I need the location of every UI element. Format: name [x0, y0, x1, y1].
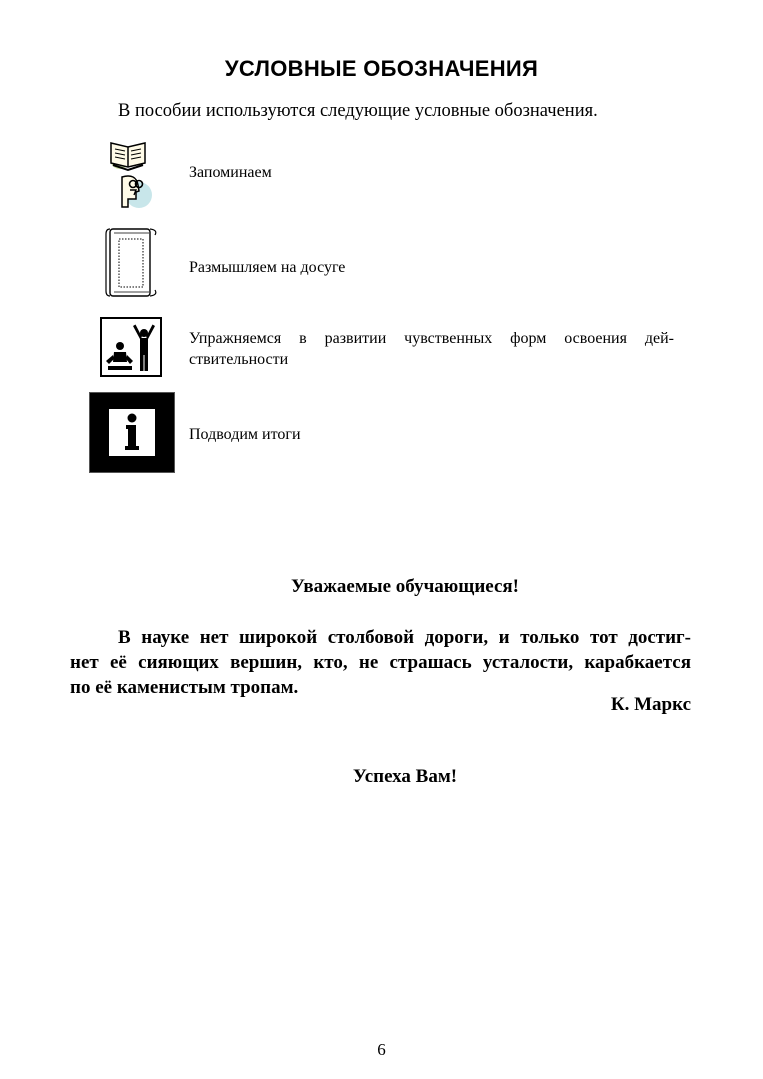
legend-label-summary: Подводим итоги — [189, 426, 301, 443]
info-icon — [89, 392, 175, 473]
legend-label-exercise — [189, 328, 674, 370]
quote-line-2: нет её сияющих вершин, кто, не страшась усталости, карабкается — [70, 652, 691, 673]
legend-label-reflect: Размышляем на досуге — [189, 259, 346, 276]
quote-block — [70, 625, 691, 700]
page-number: 6 — [377, 1040, 386, 1059]
page-title: УСЛОВНЫЕ ОБОЗНАЧЕНИЯ — [224, 56, 539, 81]
exercise-figures-icon — [100, 317, 162, 377]
quote-line-3: по её каменистым тропам. — [70, 677, 299, 698]
address-heading: Уважаемые обучающиеся! — [290, 576, 520, 597]
intro-text: В пособии используются следующие условные обозначения. — [118, 101, 598, 121]
closing-wish: Успеха Вам! — [352, 766, 458, 787]
quote-author: К. Маркс — [610, 694, 691, 715]
quote-line-1: В науке нет широкой столбовой дороги, и только тот достиг- — [118, 627, 691, 648]
legend-label-exercise-line1: Упражняемся в развитии чувственных форм освоения дей- — [189, 330, 674, 347]
legend-label-remember: Запоминаем — [189, 164, 272, 181]
legend-label-exercise-line2: ствительности — [189, 351, 289, 368]
book-and-head-icon — [106, 137, 156, 213]
scroll-icon — [102, 225, 162, 300]
